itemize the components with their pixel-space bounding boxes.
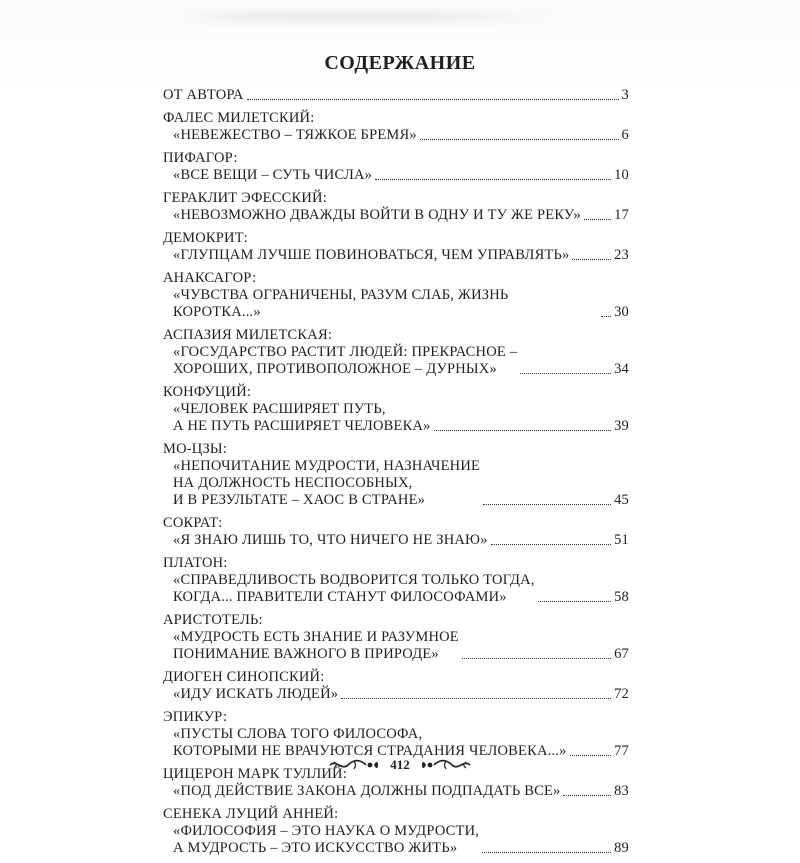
toc-entry	[163, 612, 629, 663]
toc-row	[163, 167, 629, 184]
toc-entry	[163, 270, 629, 321]
toc-author: ДЕМОКРИТ:	[163, 230, 249, 246]
toc-page-number: 30	[614, 304, 629, 320]
dot-leader	[375, 179, 611, 180]
toc-entry	[163, 515, 629, 549]
toc-author: ПЛАТОН:	[163, 555, 228, 571]
toc-author: СЕНЕКА ЛУЦИЙ АННЕЙ:	[163, 806, 339, 822]
dot-leader	[482, 852, 611, 853]
toc-quote: «ЧЕЛОВЕК РАСШИРЯЕТ ПУТЬ, А НЕ ПУТЬ РАСШИРЯЕТ ЧЕЛОВЕКА»	[173, 401, 431, 434]
table-of-contents	[163, 87, 629, 863]
toc-entry	[163, 150, 629, 184]
toc-entry	[163, 384, 629, 435]
page-footer	[0, 757, 800, 773]
dot-leader	[538, 601, 611, 602]
toc-author: ЦИЦЕРОН МАРК ТУЛЛИЙ:	[163, 766, 347, 782]
dot-leader	[462, 658, 611, 659]
toc-entry	[163, 327, 629, 378]
toc-row	[163, 572, 629, 606]
dot-leader	[563, 795, 611, 796]
toc-quote: «МУДРОСТЬ ЕСТЬ ЗНАНИЕ И РАЗУМНОЕ ПОНИМАНИЕ ВАЖНОГО В ПРИРОДЕ»	[173, 629, 459, 662]
toc-author: КОНФУЦИЙ:	[163, 384, 252, 400]
toc-page-number: 3	[621, 87, 629, 103]
toc-row	[163, 247, 629, 264]
toc-author: МО-ЦЗЫ:	[163, 441, 228, 457]
toc-row	[163, 823, 629, 857]
toc-author: ГЕРАКЛИТ ЭФЕССКИЙ:	[163, 190, 327, 206]
toc-quote: «ФИЛОСОФИЯ – ЭТО НАУКА О МУДРОСТИ, А МУДРОСТЬ – ЭТО ИСКУССТВО ЖИТЬ»	[173, 823, 480, 856]
toc-page-number: 39	[614, 418, 629, 434]
dot-leader	[584, 219, 611, 220]
toc-page-number: 72	[614, 686, 629, 702]
dot-leader	[572, 259, 611, 260]
toc-quote: «ВСЕ ВЕЩИ – СУТЬ ЧИСЛА»	[173, 167, 373, 183]
toc-entry	[163, 806, 629, 857]
toc-author: ПИФАГОР:	[163, 150, 238, 166]
toc-page-number: 67	[614, 646, 629, 662]
toc-author: ЭПИКУР:	[163, 709, 228, 725]
toc-entry	[163, 87, 629, 104]
toc-row	[163, 532, 629, 549]
dot-leader	[341, 698, 611, 699]
toc-entry	[163, 669, 629, 703]
toc-page-number: 51	[614, 532, 629, 548]
toc-quote: «СПРАВЕДЛИВОСТЬ ВОДВОРИТСЯ ТОЛЬКО ТОГДА, КОГДА... ПРАВИТЕЛИ СТАНУТ ФИЛОСОФАМИ»	[173, 572, 535, 605]
toc-quote: «ИДУ ИСКАТЬ ЛЮДЕЙ»	[173, 686, 339, 702]
toc-entry	[163, 230, 629, 264]
dot-leader	[601, 316, 611, 317]
toc-author: ДИОГЕН СИНОПСКИЙ:	[163, 669, 325, 685]
toc-page-number: 58	[614, 589, 629, 605]
toc-page-number: 77	[614, 743, 629, 759]
toc-page-number: 45	[614, 492, 629, 508]
toc-entry	[163, 110, 629, 144]
toc-author: АНАКСАГОР:	[163, 270, 257, 286]
toc-quote: «НЕВЕЖЕСТВО – ТЯЖКОЕ БРЕМЯ»	[173, 127, 417, 143]
toc-quote: «ГЛУПЦАМ ЛУЧШЕ ПОВИНОВАТЬСЯ, ЧЕМ УПРАВЛЯТЬ»	[173, 247, 570, 263]
toc-page-number: 10	[614, 167, 629, 183]
page-number: 412	[390, 757, 410, 772]
toc-row	[163, 87, 629, 104]
toc-entry	[163, 709, 629, 760]
ornament-left-icon	[328, 758, 380, 772]
dot-leader	[483, 504, 611, 505]
toc-row	[163, 629, 629, 663]
toc-quote: «Я ЗНАЮ ЛИШЬ ТО, ЧТО НИЧЕГО НЕ ЗНАЮ»	[173, 532, 488, 548]
toc-row	[163, 783, 629, 800]
toc-row	[163, 207, 629, 224]
toc-page-number: 34	[614, 361, 629, 377]
toc-quote: «НЕПОЧИТАНИЕ МУДРОСТИ, НАЗНАЧЕНИЕ НА ДОЛЖНОСТЬ НЕСПОСОБНЫХ, И В РЕЗУЛЬТАТЕ – ХАОС В СТРАНЕ»	[173, 458, 481, 508]
dot-leader	[520, 373, 611, 374]
toc-author: ФАЛЕС МИЛЕТСКИЙ:	[163, 110, 315, 126]
toc-page-number: 6	[621, 127, 629, 143]
toc-page-number: 17	[614, 207, 629, 223]
toc-quote: «ПУСТЫ СЛОВА ТОГО ФИЛОСОФА, КОТОРЫМИ НЕ ВРАЧУЮТСЯ СТРАДАНИЯ ЧЕЛОВЕКА...»	[173, 726, 567, 759]
toc-page-number: 89	[614, 840, 629, 856]
toc-row	[163, 344, 629, 378]
toc-title: ОТ АВТОРА	[163, 87, 244, 103]
toc-row	[163, 287, 629, 321]
toc-page-number: 83	[614, 783, 629, 799]
toc-row	[163, 127, 629, 144]
toc-quote: «ГОСУДАРСТВО РАСТИТ ЛЮДЕЙ: ПРЕКРАСНОЕ – ХОРОШИХ, ПРОТИВОПОЛОЖНОЕ – ДУРНЫХ»	[173, 344, 518, 377]
dot-leader	[420, 139, 619, 140]
dot-leader	[434, 430, 611, 431]
dot-leader	[247, 99, 619, 100]
toc-entry	[163, 441, 629, 509]
toc-entry	[163, 190, 629, 224]
toc-row	[163, 401, 629, 435]
toc-row	[163, 458, 629, 509]
page-title: СОДЕРЖАНИЕ	[324, 52, 476, 74]
dot-leader	[570, 755, 612, 756]
toc-page-number: 23	[614, 247, 629, 263]
dot-leader	[491, 544, 611, 545]
toc-row	[163, 686, 629, 703]
toc-entry	[163, 555, 629, 606]
ornament-right-icon	[420, 758, 472, 772]
toc-author: СОКРАТ:	[163, 515, 223, 531]
toc-row	[163, 726, 629, 760]
toc-quote: «НЕВОЗМОЖНО ДВАЖДЫ ВОЙТИ В ОДНУ И ТУ ЖЕ РЕКУ»	[173, 207, 581, 223]
toc-author: АСПАЗИЯ МИЛЕТСКАЯ:	[163, 327, 333, 343]
toc-author: АРИСТОТЕЛЬ:	[163, 612, 263, 628]
toc-quote: «ЧУВСТВА ОГРАНИЧЕНЫ, РАЗУМ СЛАБ, ЖИЗНЬ КОРОТКА...»	[173, 287, 509, 320]
print-bleed-through	[170, 10, 570, 24]
toc-quote: «ПОД ДЕЙСТВИЕ ЗАКОНА ДОЛЖНЫ ПОДПАДАТЬ ВСЕ»	[173, 783, 561, 799]
